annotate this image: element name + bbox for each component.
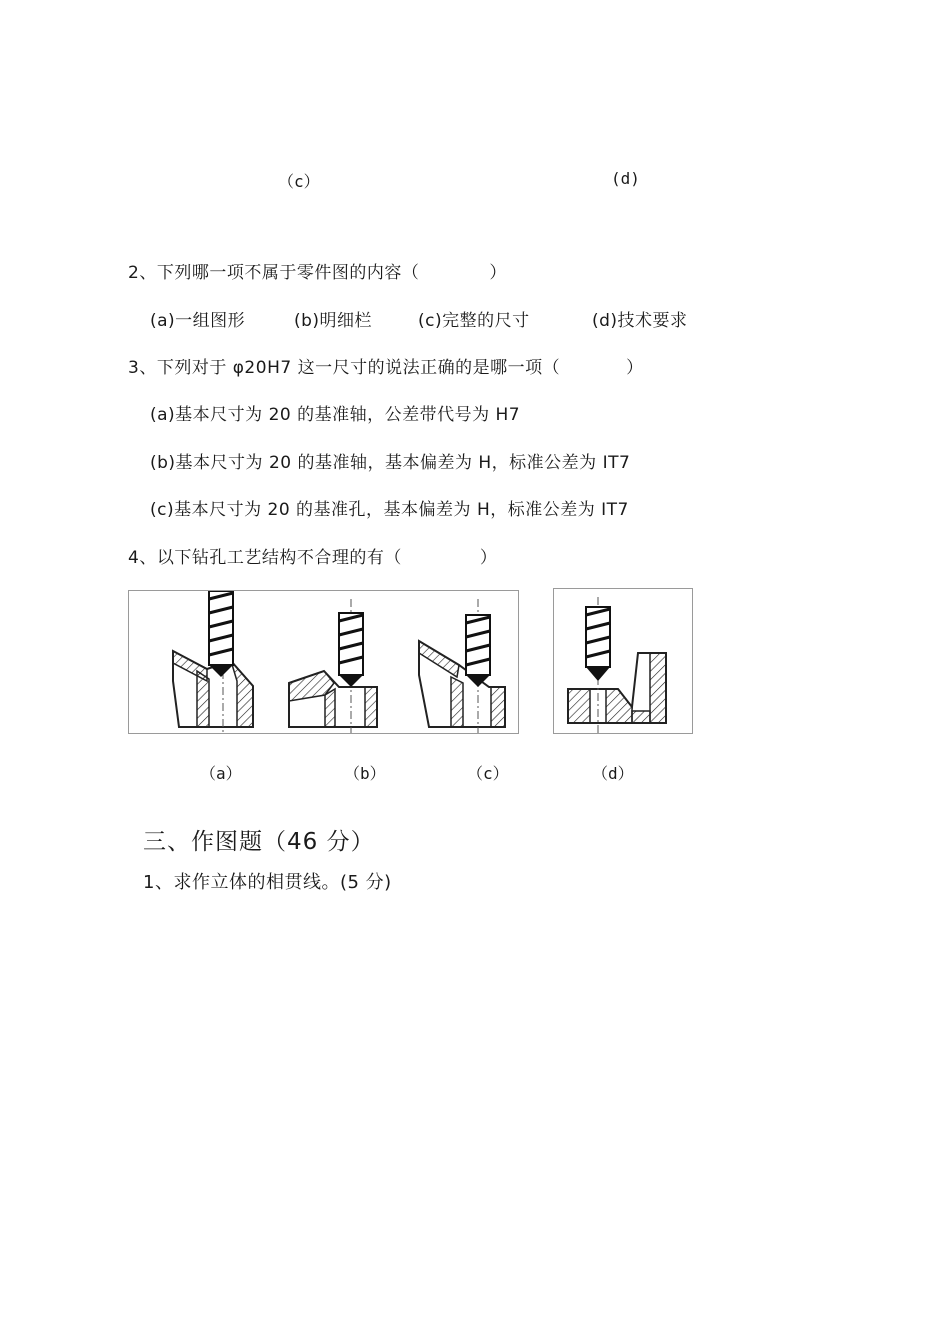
- q4-caption-d: （d）: [592, 764, 634, 783]
- q4-caption-c: （c）: [467, 764, 509, 783]
- question-4: [128, 543, 497, 568]
- drilling-figure-abc: [128, 590, 519, 734]
- question-3-close: ）: [626, 358, 644, 378]
- question-3: [128, 353, 644, 378]
- diagram-a: [173, 591, 253, 733]
- q2-option-c: (c)完整的尺寸: [418, 311, 530, 331]
- drilling-figure-d: [553, 588, 693, 734]
- question-2-close: ）: [489, 263, 507, 283]
- q2-option-b: (b)明细栏: [294, 311, 373, 331]
- q2-option-a: (a)一组图形: [150, 311, 246, 331]
- section-3-question-1: 1、求作立体的相贯线。(5 分): [143, 872, 392, 893]
- q3-option-a: (a)基本尺寸为 20 的基准轴，公差带代号为 H7: [150, 405, 521, 425]
- drilling-diagram-d: [554, 589, 692, 733]
- q3-option-c: (c)基本尺寸为 20 的基准孔，基本偏差为 H，标准公差为 IT7: [150, 500, 629, 520]
- section-3-title: 三、作图题（46 分）: [143, 829, 375, 855]
- question-4-text: 4、以下钻孔工艺结构不合理的有（: [128, 548, 402, 568]
- question-2-text: 2、下列哪一项不属于零件图的内容（: [128, 263, 420, 283]
- q4-caption-b: （b）: [344, 764, 386, 783]
- drilling-diagrams-abc: [129, 591, 518, 733]
- question-4-close: ）: [479, 548, 498, 568]
- question-2: [128, 258, 507, 283]
- caption-c-top: （c）: [278, 172, 320, 191]
- q3-option-b: (b)基本尺寸为 20 的基准轴，基本偏差为 H，标准公差为 IT7: [150, 453, 631, 473]
- diagram-b: [289, 599, 377, 733]
- diagram-d: [568, 597, 666, 733]
- question-3-text: 3、下列对于 φ20H7 这一尺寸的说法正确的是哪一项（: [128, 358, 561, 378]
- diagram-c: [419, 599, 505, 733]
- q2-option-d: (d)技术要求: [592, 311, 688, 331]
- caption-d-top: (d): [611, 169, 640, 188]
- q4-caption-a: （a）: [200, 764, 242, 783]
